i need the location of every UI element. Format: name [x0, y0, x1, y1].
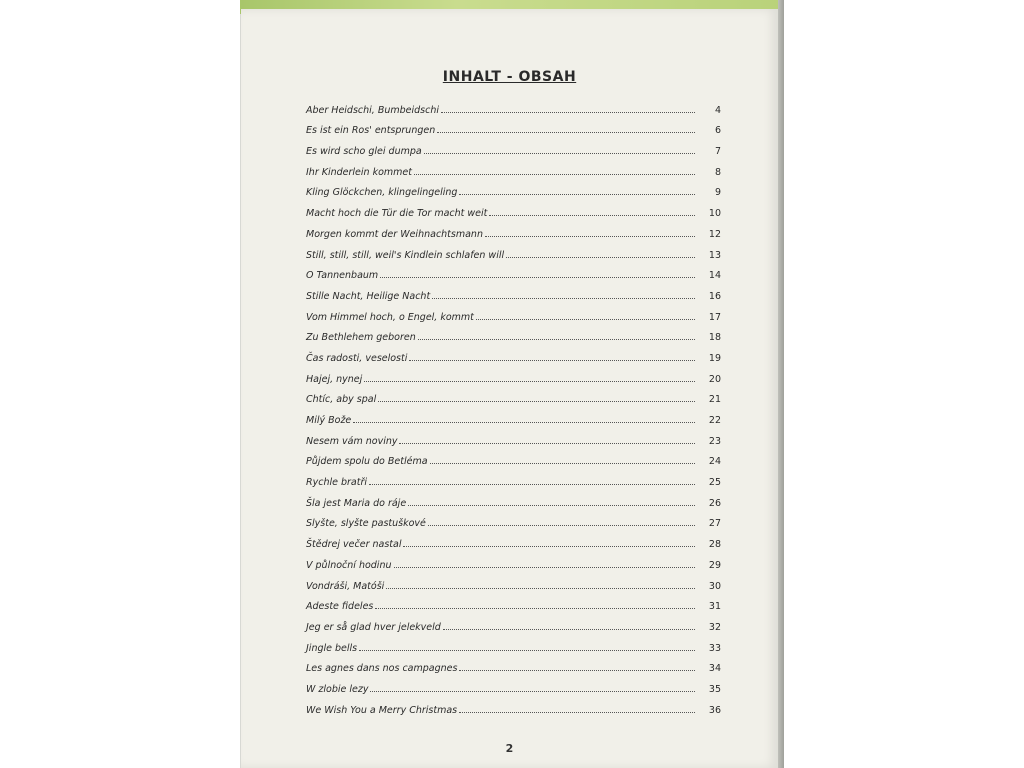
toc-entry-title: V půlnoční hodinu — [306, 559, 392, 571]
toc-entry — [306, 385, 721, 406]
toc-entry-page: 14 — [708, 270, 721, 282]
toc-entry — [306, 364, 721, 385]
toc-entry-title: Morgen kommt der Weihnachtsmann — [306, 228, 483, 240]
dot-leader — [432, 298, 695, 299]
toc-entry — [306, 695, 721, 716]
toc-entry — [306, 116, 721, 137]
toc-entry-page: 30 — [708, 580, 721, 592]
toc-entry-title: Chtíc, aby spal — [306, 394, 377, 406]
toc-entry-page: 17 — [708, 311, 721, 323]
page-title-text: INHALT - OBSAH — [442, 69, 577, 85]
dot-leader — [443, 629, 695, 630]
dot-leader — [380, 277, 695, 278]
toc-entry-title: Stille Nacht, Heilige Nacht — [306, 290, 431, 302]
dot-leader — [378, 401, 695, 402]
toc-entry-title: W zlobie lezy — [306, 683, 369, 695]
toc-entry-title: Nesem vám noviny — [306, 435, 398, 447]
toc-entry-title: Les agnes dans nos campagnes — [306, 663, 458, 675]
dot-leader — [414, 174, 695, 175]
toc-entry — [306, 488, 721, 509]
toc-entry — [306, 633, 721, 654]
toc-entry-title: Aber Heidschi, Bumbeidschi — [306, 104, 439, 116]
dot-leader — [369, 484, 695, 485]
toc-entry-title: Es wird scho glei dumpa — [306, 146, 422, 158]
toc-entry-title: Vom Himmel hoch, o Engel, kommt — [306, 311, 474, 323]
toc-entry-title: Still, still, still, weil's Kindlein schlafen will — [306, 249, 505, 261]
toc-entry-page: 20 — [708, 373, 721, 385]
toc-entry-title: Hajej, nynej — [306, 373, 363, 385]
toc-entry — [306, 612, 721, 633]
toc-entry-title: Jingle bells — [306, 642, 358, 654]
toc-entry-page: 28 — [708, 539, 721, 551]
dot-leader — [437, 132, 695, 133]
dot-leader — [409, 360, 695, 361]
dot-leader — [408, 505, 695, 506]
table-of-contents — [306, 95, 721, 716]
toc-entry-title: Slyšte, slyšte pastuškové — [306, 518, 426, 530]
toc-entry-page: 29 — [708, 559, 721, 571]
toc-entry-title: O Tannenbaum — [306, 270, 379, 282]
dot-leader — [386, 588, 695, 589]
toc-entry — [306, 529, 721, 550]
toc-entry-page: 24 — [708, 456, 721, 468]
toc-entry-title: Kling Glöckchen, klingelingeling — [306, 187, 458, 199]
toc-entry — [306, 550, 721, 571]
dot-leader — [424, 153, 695, 154]
toc-entry-title: Půjdem spolu do Betléma — [306, 456, 428, 468]
dot-leader — [364, 381, 695, 382]
dot-leader — [441, 112, 695, 113]
dot-leader — [430, 463, 695, 464]
toc-entry — [306, 323, 721, 344]
toc-entry-page: 6 — [714, 125, 721, 137]
toc-entry — [306, 674, 721, 695]
toc-entry-title: Es ist ein Ros' entsprungen — [306, 125, 436, 137]
dot-leader — [485, 236, 695, 237]
toc-entry — [306, 261, 721, 282]
toc-entry — [306, 178, 721, 199]
toc-entry — [306, 467, 721, 488]
toc-entry-page: 25 — [708, 477, 721, 489]
toc-entry — [306, 219, 721, 240]
toc-entry-page: 27 — [708, 518, 721, 530]
toc-entry-title: Macht hoch die Tür die Tor macht weit — [306, 208, 488, 220]
toc-entry — [306, 571, 721, 592]
toc-entry-title: Zu Bethlehem geboren — [306, 332, 416, 344]
document-page — [241, 9, 778, 768]
toc-entry — [306, 654, 721, 675]
toc-entry-page: 36 — [708, 704, 721, 716]
toc-entry — [306, 592, 721, 613]
toc-entry-title: Štědrej večer nastal — [306, 539, 402, 551]
toc-entry-title: We Wish You a Merry Christmas — [306, 704, 458, 716]
toc-entry-page: 18 — [708, 332, 721, 344]
toc-entry-title: Šla jest Maria do ráje — [306, 497, 407, 509]
toc-entry — [306, 509, 721, 530]
toc-entry — [306, 240, 721, 261]
toc-entry-title: Jeg er så glad hver jelekveld — [306, 621, 441, 633]
toc-entry — [306, 302, 721, 323]
dot-leader — [428, 525, 695, 526]
dot-leader — [459, 712, 695, 713]
toc-entry — [306, 136, 721, 157]
toc-entry-page: 33 — [708, 642, 721, 654]
toc-entry — [306, 405, 721, 426]
toc-entry — [306, 426, 721, 447]
dot-leader — [359, 650, 695, 651]
dot-leader — [399, 443, 695, 444]
dot-leader — [459, 670, 695, 671]
toc-entry-page: 10 — [708, 208, 721, 220]
toc-entry-page: 35 — [708, 683, 721, 695]
dot-leader — [375, 608, 695, 609]
dot-leader — [403, 546, 695, 547]
dot-leader — [489, 215, 695, 216]
toc-entry-page: 8 — [714, 166, 721, 178]
toc-entry-page: 21 — [708, 394, 721, 406]
dot-leader — [476, 319, 695, 320]
toc-entry — [306, 157, 721, 178]
toc-entry — [306, 198, 721, 219]
toc-entry — [306, 447, 721, 468]
toc-entry-page: 13 — [708, 249, 721, 261]
dot-leader — [370, 691, 695, 692]
toc-entry-title: Milý Bože — [306, 415, 352, 426]
dot-leader — [353, 422, 695, 423]
toc-entry-title: Ihr Kinderlein kommet — [306, 166, 412, 178]
toc-entry-page: 16 — [708, 290, 721, 302]
toc-entry-title: Čas radosti, veselosti — [306, 352, 408, 364]
toc-entry-title: Rychle bratři — [306, 477, 367, 489]
toc-entry-page: 12 — [708, 228, 721, 240]
page-number: 2 — [505, 742, 514, 755]
toc-entry-page: 32 — [708, 621, 721, 633]
toc-entry-page: 19 — [708, 352, 721, 364]
toc-entry-page: 23 — [708, 435, 721, 447]
toc-entry-title: Adeste fideles — [306, 601, 374, 613]
page-title — [241, 69, 778, 85]
toc-entry-page: 9 — [714, 187, 721, 199]
toc-entry-title: Vondráši, Matóši — [306, 580, 385, 592]
scanned-page-frame — [240, 0, 784, 768]
toc-entry-page: 31 — [708, 601, 721, 613]
toc-entry-page: 26 — [708, 497, 721, 509]
toc-entry-page: 34 — [708, 663, 721, 675]
toc-entry-page: 7 — [714, 146, 721, 158]
dot-leader — [418, 339, 695, 340]
toc-entry-page: 4 — [714, 104, 721, 116]
toc-entry — [306, 95, 721, 116]
toc-entry-page: 22 — [708, 415, 721, 426]
dot-leader — [506, 257, 695, 258]
toc-entry — [306, 281, 721, 302]
dot-leader — [394, 567, 696, 568]
binding-edge — [778, 0, 784, 768]
dot-leader — [459, 194, 695, 195]
toc-entry — [306, 343, 721, 364]
